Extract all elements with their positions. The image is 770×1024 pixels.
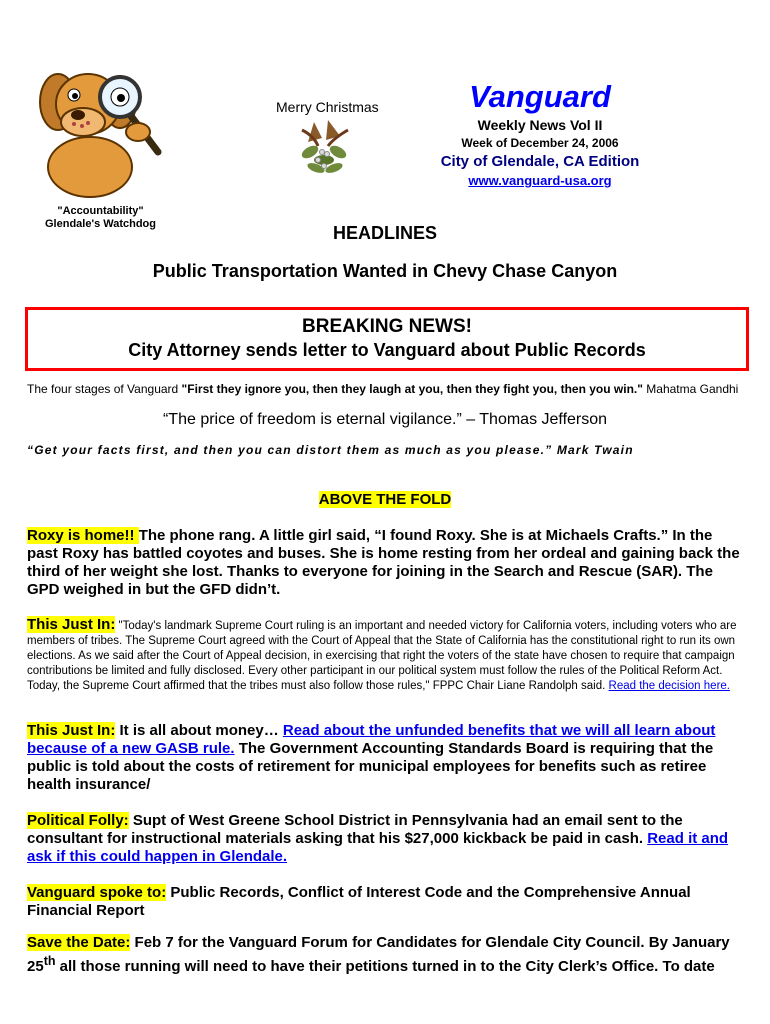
headlines-heading: HEADLINES (332, 223, 437, 243)
story-label: This Just In: (27, 616, 116, 633)
story-gasb (27, 722, 747, 794)
story-text: all those running will need to have their petitions turned in to the City Clerk’s Office. To date (55, 958, 715, 975)
motto-line2: Glendale's Watchdog (45, 218, 156, 230)
story-vanguard-spoke (27, 884, 747, 920)
twain-quote: “Get your facts first, and then you can distort them as much as you please.” Mark Twain (27, 443, 634, 457)
story-label: Roxy is home!! (27, 527, 139, 544)
breaking-news-box (25, 307, 749, 371)
mistletoe-image (288, 116, 360, 182)
story-roxy (27, 527, 747, 599)
gasb-link[interactable]: Read about the unfunded benefits that we will all learn about because of a new GASB rule. (27, 722, 716, 757)
motto-line1: "Accountability" (57, 205, 144, 217)
paper-subtitle: Weekly News Vol II (477, 117, 603, 133)
paper-title: Vanguard (469, 79, 611, 114)
story-supreme-court (27, 617, 747, 694)
story-text: "Today's landmark Supreme Court ruling is an important and needed victory for California voters, including voters who are members of tribes. The Supreme Court agreed with the Court of Appeal that the State of California has the constitutional right to run its own elections. As we said after the Court of Appeal decision, in exercising that right the voters of the state have chosen to require that campaign contributions be limited and fully disclosed. Every other participant in our political system must follow the rules of the Political Reform Act. Today, the Supreme Court affirmed that the tribes must also follow those rules," FPPC Chair Liane Randolph said. (27, 620, 737, 692)
greeting-text: Merry Christmas (276, 99, 379, 115)
story-label: Save the Date: (27, 934, 131, 951)
above-the-fold-heading (0, 491, 770, 508)
story-label: Political Folly: (27, 812, 129, 829)
quote-author: Mahatma Gandhi (642, 382, 739, 396)
website-link[interactable]: www.vanguard-usa.org (468, 173, 612, 188)
story-label: This Just In: (27, 722, 116, 739)
story-text: The Government Accounting Standards Board is requiring that the public is told about the costs of retirement for municipal employees for benefits such as retiree health insurance/ (27, 740, 714, 793)
masthead (420, 78, 660, 190)
quote-text: "First they ignore you, then they laugh at you, then they fight you, then you win." (181, 382, 643, 396)
superscript: th (43, 954, 56, 968)
jefferson-quote: “The price of freedom is eternal vigilance.” – Thomas Jefferson (162, 411, 608, 428)
watchdog-logo (28, 62, 173, 202)
story-save-date (27, 934, 747, 976)
read-it-link[interactable]: Read it and ask if this could happen in Glendale. (27, 830, 729, 865)
edition-label: City of Glendale, CA Edition (440, 153, 640, 170)
gandhi-quote (27, 382, 747, 397)
story-text: Supt of West Greene School District in Pennsylvania had an email sent to the consultant for instructional materials asking that his $27,000 kickback be paid in cash. (27, 812, 683, 847)
story-text: It is all about money… (115, 722, 283, 739)
headline-item: Public Transportation Wanted in Chevy Chase Canyon (152, 261, 618, 281)
story-political-folly (27, 812, 747, 866)
story-text: Feb 7 for the Vanguard Forum for Candidates for Glendale City Council. By January 25 (27, 934, 730, 975)
above-the-fold-label: ABOVE THE FOLD (318, 491, 452, 508)
read-decision-link[interactable]: Read the decision here. (608, 680, 730, 692)
story-text: The phone rang. A little girl said, “I found Roxy. She is at Michaels Crafts.” In the past Roxy has battled coyotes and buses. She is home resting from her ordeal and gaining back the third of her weight she lost. Thanks to everyone for joining in the Search and Rescue (SAR). The GPD weighed in but the GFD didn’t. (27, 527, 740, 598)
issue-date: Week of December 24, 2006 (461, 136, 619, 150)
story-text: Public Records, Conflict of Interest Code and the Comprehensive Annual Financial Report (27, 884, 691, 919)
breaking-news-title: BREAKING NEWS! (302, 316, 472, 337)
story-label: Vanguard spoke to: (27, 884, 167, 901)
quote-intro: The four stages of Vanguard (27, 382, 182, 396)
breaking-news-subtitle: City Attorney sends letter to Vanguard about Public Records (128, 340, 646, 360)
